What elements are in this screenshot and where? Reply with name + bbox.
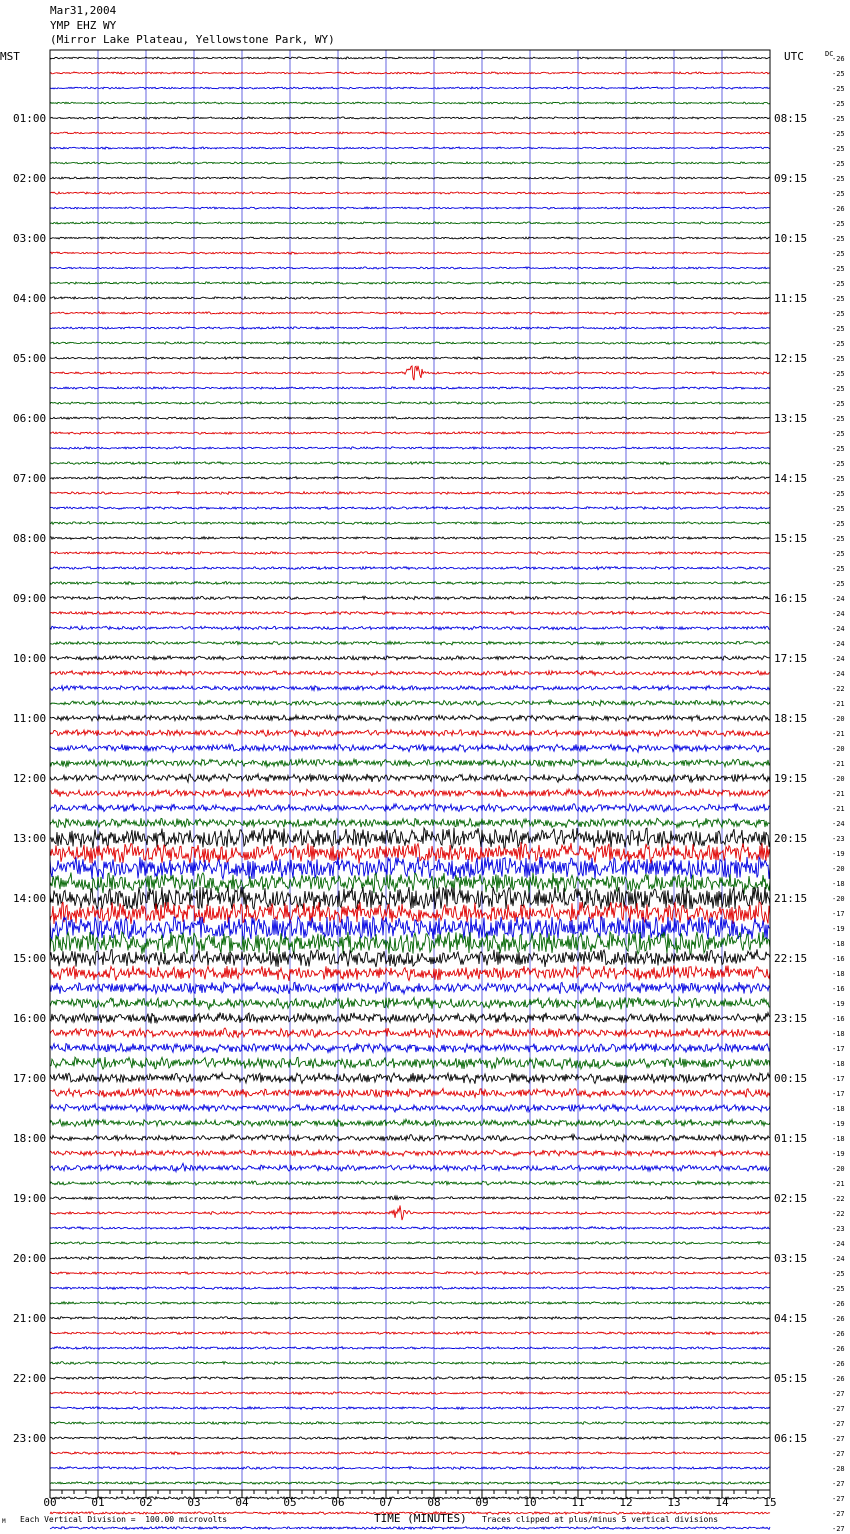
seismic-trace [50,537,770,540]
left-hour-label: 07:00 [13,472,47,485]
dc-offset-label: -27 [832,1510,845,1518]
seismic-trace [50,641,770,645]
seismic-trace [50,1527,770,1530]
seismic-trace [50,177,770,179]
seismic-trace [50,132,770,134]
seismic-trace [50,252,770,254]
dc-offset-label: -25 [832,430,845,438]
right-hour-label: 17:15 [774,652,808,665]
right-hour-label: 20:15 [774,832,808,845]
seismic-trace [50,1392,770,1395]
dc-offset-label: -25 [832,505,845,513]
left-hour-label: 10:00 [13,652,47,665]
seismic-trace [50,552,770,555]
seismic-trace [50,1242,770,1245]
seismic-trace [50,1497,770,1500]
dc-offset-label: -19 [832,850,845,858]
right-hour-label: 05:15 [774,1372,808,1385]
seismic-trace [50,327,770,329]
dc-offset-label: -20 [832,715,845,723]
dc-offset-label: -18 [832,970,845,978]
dc-offset-label: -18 [832,1030,845,1038]
seismic-trace [50,730,770,737]
dc-offset-label: -25 [832,535,845,543]
dc-offset-label: -27 [832,1405,845,1413]
seismic-trace [50,1135,770,1142]
seismic-trace [50,700,770,706]
dc-header: DC [825,50,834,58]
seismic-trace [50,1205,770,1220]
station-location: (Mirror Lake Plateau, Yellowstone Park, WY) [50,33,335,46]
plot-border [50,50,770,1490]
seismic-trace [50,462,770,465]
seismic-trace [50,117,770,119]
seismic-trace [50,447,770,449]
seismic-trace [50,1362,770,1365]
dc-offset-label: -24 [832,595,845,603]
seismic-trace [50,611,770,614]
dc-offset-label: -25 [832,490,845,498]
seismic-trace [50,402,770,404]
dc-offset-label: -27 [832,1435,845,1443]
left-hour-label: 14:00 [13,892,47,905]
seismic-trace [50,887,770,909]
x-tick-label: 01 [91,1496,105,1509]
seismic-trace [50,1073,770,1084]
seismic-trace [50,1287,770,1290]
dc-offset-label: -25 [832,565,845,573]
dc-offset-label: -26 [832,1330,845,1338]
dc-offset-label: -25 [832,445,845,453]
left-hour-label: 02:00 [13,172,47,185]
x-tick-label: 06 [331,1496,345,1509]
dc-offset-label: -22 [832,1210,845,1218]
seismic-trace [50,686,770,691]
dc-offset-label: -24 [832,625,845,633]
dc-offset-label: -25 [832,370,845,378]
seismic-traces [50,57,770,1534]
dc-offset-label: -25 [832,415,845,423]
dc-offset-label: -21 [832,805,845,813]
dc-offset-label: -16 [832,955,845,963]
x-tick-label: 04 [235,1496,249,1509]
left-hour-label: 12:00 [13,772,47,785]
right-hour-label: 04:15 [774,1312,808,1325]
seismic-trace [50,1302,770,1305]
x-tick-label: 08 [427,1496,441,1509]
corner-mark: M [2,1518,6,1525]
dc-offset-label: -24 [832,610,845,618]
seismic-trace [50,1012,770,1023]
dc-offset-label: -26 [832,205,845,213]
dc-offset-label: -19 [832,1150,845,1158]
left-hour-label: 04:00 [13,292,47,305]
seismic-trace [50,818,770,828]
seismic-trace [50,804,770,812]
clip-note: Traces clipped at plus/minus 5 vertical divisions [482,1515,719,1524]
right-hour-label: 19:15 [774,772,808,785]
seismic-trace [50,1437,770,1440]
dc-offset-label: -18 [832,1060,845,1068]
seismic-trace [50,192,770,194]
seismic-trace [50,507,770,510]
seismic-trace [50,1332,770,1335]
left-hour-label: 22:00 [13,1372,47,1385]
seismic-trace [50,1119,770,1127]
left-hour-label: 19:00 [13,1192,47,1205]
seismic-trace [50,72,770,74]
dc-offset-label: -26 [832,1360,845,1368]
dc-offset-label: -27 [832,1390,845,1398]
seismic-trace [50,207,770,209]
x-tick-label: 02 [139,1496,153,1509]
dc-offset-label: -18 [832,940,845,948]
seismic-trace [50,789,770,797]
seismic-trace [50,147,770,149]
dc-offset-label: -25 [832,235,845,243]
dc-offset-label: -25 [832,70,845,78]
seismic-trace [50,1467,770,1470]
dc-offset-label: -25 [832,1285,845,1293]
dc-offset-label: -25 [832,175,845,183]
dc-offset-label: -21 [832,790,845,798]
dc-offset-label: -18 [832,1105,845,1113]
left-hour-label: 06:00 [13,412,47,425]
seismic-trace [50,656,770,660]
x-tick-label: 13 [667,1496,681,1509]
left-hour-label: 21:00 [13,1312,47,1325]
seismic-trace [50,102,770,104]
dc-offset-label: -25 [832,475,845,483]
seismic-trace [50,342,770,344]
right-hour-label: 13:15 [774,412,808,425]
seismic-trace [50,267,770,269]
seismic-trace [50,1104,770,1112]
dc-offset-label: -16 [832,985,845,993]
dc-offset-label: -21 [832,700,845,708]
dc-offset-label: -25 [832,100,845,108]
right-hour-label: 06:15 [774,1432,808,1445]
seismic-trace [50,477,770,480]
dc-offset-label: -24 [832,1255,845,1263]
seismic-trace [50,1272,770,1275]
seismic-trace [50,522,770,525]
dc-offset-label: -25 [832,250,845,258]
right-hour-label: 03:15 [774,1252,808,1265]
right-hour-label: 00:15 [774,1072,808,1085]
seismic-trace [50,1150,770,1156]
seismic-trace [50,965,770,981]
right-hour-label: 14:15 [774,472,808,485]
left-axis-label: MST [0,50,20,63]
dc-offset-label: -27 [832,1525,845,1533]
dc-offset-label: -25 [832,190,845,198]
seismic-trace [50,432,770,435]
seismic-trace [50,744,770,752]
dc-offset-label: -20 [832,745,845,753]
left-hour-label: 11:00 [13,712,47,725]
dc-offset-label: -16 [832,1015,845,1023]
dc-offset-label: -24 [832,670,845,678]
dc-offset-label: -26 [832,55,845,63]
dc-offset-label: -20 [832,865,845,873]
dc-offset-label: -22 [832,685,845,693]
dc-offset-label: -19 [832,1000,845,1008]
dc-offset-label: -23 [832,1225,845,1233]
left-hour-label: 16:00 [13,1012,47,1025]
dc-offset-label: -17 [832,1090,845,1098]
left-hour-label: 05:00 [13,352,47,365]
dc-offset-label: -25 [832,460,845,468]
x-tick-label: 05 [283,1496,297,1509]
right-hour-label: 10:15 [774,232,808,245]
right-axis-label: UTC [784,50,804,63]
x-tick-label: 11 [571,1496,585,1509]
dc-offset-label: -25 [832,85,845,93]
left-hour-label: 08:00 [13,532,47,545]
dc-offset-label: -24 [832,640,845,648]
seismic-trace [50,1257,770,1260]
dc-offset-label: -21 [832,1180,845,1188]
seismic-trace [50,982,770,994]
dc-offset-label: -21 [832,730,845,738]
dc-offset-label: -25 [832,1270,845,1278]
seismic-trace [50,582,770,585]
seismic-trace [50,1057,770,1069]
seismic-trace [50,1028,770,1038]
dc-offset-label: -19 [832,1120,845,1128]
seismic-trace [50,222,770,224]
seismic-trace [50,87,770,89]
right-hour-label: 01:15 [774,1132,808,1145]
seismic-trace [50,492,770,495]
dc-offset-label: -17 [832,1075,845,1083]
x-axis-title: TIME (MINUTES) [374,1512,467,1525]
x-tick-label: 10 [523,1496,537,1509]
dc-offset-label: -25 [832,130,845,138]
dc-offset-label: -18 [832,880,845,888]
seismic-trace [50,1089,770,1098]
x-tick-label: 03 [187,1496,201,1509]
seismic-trace [50,162,770,164]
dc-offset-label: -25 [832,325,845,333]
x-tick-label: 00 [43,1496,57,1509]
seismic-trace [50,312,770,315]
dc-offset-label: -19 [832,925,845,933]
dc-offset-label: -24 [832,820,845,828]
x-tick-label: 15 [763,1496,777,1509]
dc-offset-label: -25 [832,400,845,408]
right-hour-label: 02:15 [774,1192,808,1205]
seismic-trace [50,932,770,954]
seismic-trace [50,715,770,721]
dc-offset-label: -22 [832,1195,845,1203]
seismic-trace [50,1422,770,1425]
grid-lines [98,50,722,1490]
seismic-trace [50,567,770,570]
right-hour-label: 08:15 [774,112,808,125]
x-tick-label: 07 [379,1496,393,1509]
dc-offset-label: -25 [832,160,845,168]
x-tick-label: 14 [715,1496,729,1509]
dc-offset-label: -25 [832,340,845,348]
dc-offset-label: -27 [832,1420,845,1428]
dc-offset-label: -26 [832,1300,845,1308]
dc-offset-label: -25 [832,520,845,528]
seismic-trace [50,774,770,782]
right-hour-label: 09:15 [774,172,808,185]
seismic-trace [50,1196,770,1200]
seismic-trace [50,1377,770,1380]
left-hour-label: 01:00 [13,112,47,125]
right-hour-label: 22:15 [774,952,808,965]
dc-offset-label: -25 [832,580,845,588]
seismic-trace [50,997,770,1009]
dc-offset-label: -27 [832,1495,845,1503]
seismic-trace [50,57,770,59]
dc-offset-label: -28 [832,1465,845,1473]
dc-offset-label: -18 [832,1135,845,1143]
chart-date: Mar31,2004 [50,4,117,17]
seismic-trace [50,387,770,389]
dc-offset-label: -27 [832,1450,845,1458]
dc-offset-label: -17 [832,1045,845,1053]
seismic-trace [50,282,770,284]
x-tick-label: 09 [475,1496,489,1509]
dc-offset-label: -25 [832,265,845,273]
left-hour-label: 20:00 [13,1252,47,1265]
seismic-trace [50,1452,770,1455]
seismic-trace [50,1163,770,1171]
left-hour-label: 18:00 [13,1132,47,1145]
dc-offset-label: -27 [832,1480,845,1488]
left-hour-label: 17:00 [13,1072,47,1085]
dc-offset-label: -20 [832,895,845,903]
seismic-trace [50,1227,770,1230]
scale-note: Each Vertical Division = 100.00 microvolts [20,1515,228,1524]
right-hour-label: 16:15 [774,592,808,605]
dc-offset-label: -20 [832,1165,845,1173]
dc-offset-label: -25 [832,355,845,363]
left-hour-label: 13:00 [13,832,47,845]
dc-offset-label: -25 [832,145,845,153]
seismic-trace [50,873,770,894]
seismic-trace [50,857,770,879]
right-hour-label: 18:15 [774,712,808,725]
left-hour-label: 23:00 [13,1432,47,1445]
dc-offset-label: -24 [832,1240,845,1248]
right-hour-label: 12:15 [774,352,808,365]
seismic-trace [50,357,770,360]
dc-offset-label: -17 [832,910,845,918]
left-hour-label: 09:00 [13,592,47,605]
seismic-trace [50,1043,770,1053]
dc-offset-label: -26 [832,1315,845,1323]
seismic-trace [50,671,770,676]
right-hour-label: 15:15 [774,532,808,545]
dc-offset-label: -25 [832,295,845,303]
seismic-trace [50,237,770,239]
seismic-trace [50,1347,770,1350]
dc-offset-label: -25 [832,550,845,558]
seismic-trace [50,1482,770,1485]
seismic-trace [50,1181,770,1185]
seismic-trace [50,297,770,299]
left-hour-label: 15:00 [13,952,47,965]
seismic-trace [50,759,770,767]
dc-offset-label: -26 [832,1375,845,1383]
seismic-trace [50,596,770,599]
dc-offset-label: -25 [832,310,845,318]
left-hour-label: 03:00 [13,232,47,245]
seismic-trace [50,417,770,419]
dc-offset-label: -20 [832,775,845,783]
seismic-trace [50,1407,770,1410]
right-hour-label: 11:15 [774,292,808,305]
x-tick-label: 12 [619,1496,633,1509]
seismic-trace [50,626,770,630]
dc-offset-label: -26 [832,1345,845,1353]
station-code: YMP EHZ WY [50,18,117,32]
right-hour-label: 21:15 [774,892,808,905]
dc-offset-label: -23 [832,835,845,843]
seismic-trace [50,366,770,380]
dc-offset-label: -21 [832,760,845,768]
dc-offset-label: -24 [832,655,845,663]
right-hour-label: 23:15 [774,1012,808,1025]
dc-offset-label: -25 [832,220,845,228]
dc-offset-label: -25 [832,385,845,393]
dc-offset-label: -25 [832,115,845,123]
dc-offset-label: -25 [832,280,845,288]
seismic-trace [50,1317,770,1320]
